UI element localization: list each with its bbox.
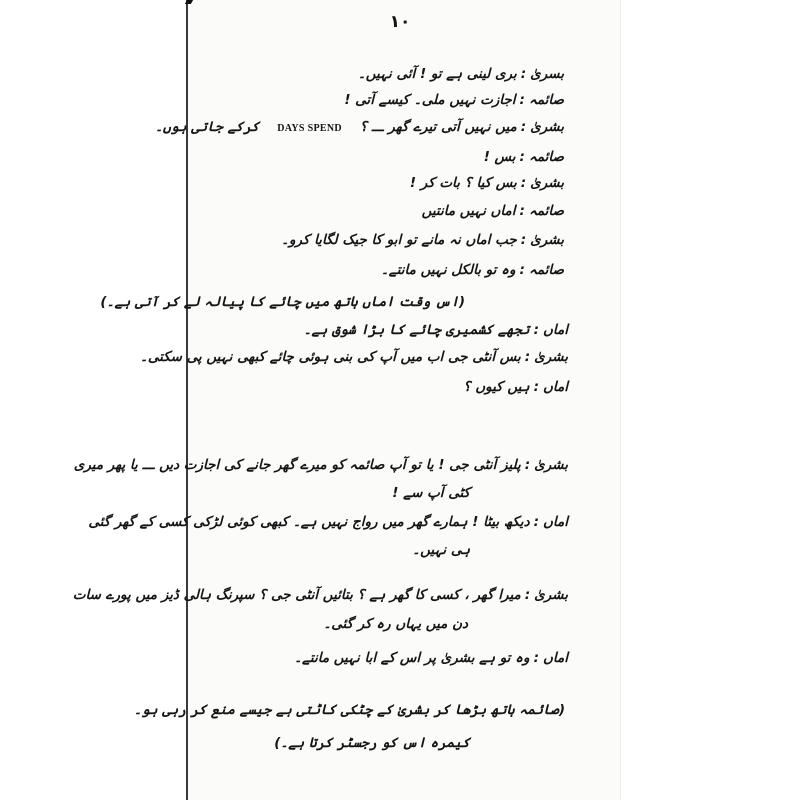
separator: : (524, 349, 531, 365)
dialogue-line (463, 377, 568, 397)
speaker-label: بشریٰ (534, 349, 568, 365)
dialogue-text: ہیں کیوں ؟ (463, 379, 530, 395)
separator: : (533, 322, 539, 338)
dialogue-text: میں نہیں آتی تیرے گھر ـــ ؟ (359, 119, 517, 135)
dialogue-text: تجھے کشمیری چائے کا بڑا شوق ہے۔ (303, 322, 530, 338)
dialogue-text: دیکھ بیٹا ! ہمارے گھر میں رواج نہیں ہے۔ کبھی کوئی لڑکی کسی کے گھر گئی (88, 514, 530, 530)
speaker-label: بشریٰ (534, 457, 568, 473)
separator: : (519, 92, 525, 108)
speaker-label: صائمہ (528, 149, 564, 165)
dialogue-text: وہ تو ہے بشریٰ پر اس کے ابا نہیں مانتے۔ (294, 650, 530, 666)
dialogue-line (281, 230, 564, 250)
dialogue-continuation: دن میں یہاں رہ کر گئی۔ (323, 616, 468, 632)
dialogue-continuation: ہی نہیں۔ (412, 542, 470, 558)
dialogue-text: بس آنٹی جی اب میں آپ کی بنی ہوئی چائے کبھی نہیں پی سکتی۔ (139, 349, 521, 365)
speaker-label: بشریٰ (534, 587, 568, 603)
dialogue-line (304, 320, 568, 340)
dialogue-line (410, 173, 564, 193)
dialogue-line (294, 648, 568, 668)
speaker-label: صائمہ (528, 203, 564, 219)
speaker-label: اماں (542, 379, 568, 395)
dialogue-line (140, 347, 568, 367)
separator: : (519, 262, 525, 278)
dialogue-text: وہ تو بالکل نہیں مانتے۔ (380, 262, 516, 278)
dialogue-line (422, 201, 564, 221)
dialogue-line (74, 455, 568, 475)
dialogue-line (358, 64, 564, 84)
dialogue-text: جب اماں نہ مانے تو ابو کا جیک لگایا کرو۔ (281, 232, 517, 248)
separator: : (533, 650, 539, 666)
dialogue-text: اماں نہیں مانتیں (421, 203, 516, 219)
separator: : (524, 457, 531, 473)
separator: : (533, 514, 539, 530)
stage-direction: (اس وقت اماں ہاتھ میں چائے کا پیالہ لے کر آتی ہے۔) (100, 294, 465, 310)
dialogue-text: بس ! (483, 149, 516, 165)
speaker-label: صائمہ (528, 92, 564, 108)
dialogue-text: بری لینی ہے تو ! آئی نہیں۔ (357, 66, 517, 82)
dialogue-text: بس کیا ؟ بات کر ! (409, 175, 517, 191)
speaker-label: بشریٰ (530, 232, 564, 248)
speaker-label: اماں (542, 514, 568, 530)
dialogue-line (381, 260, 564, 280)
dialogue-continuation: کٹی آپ سے ! (392, 485, 470, 501)
dialogue-line (344, 90, 564, 110)
separator: : (519, 149, 525, 165)
speaker-label: بشریٰ (530, 119, 564, 135)
dialogue-text: پلیز آنٹی جی ! یا تو آپ صائمہ کو میرے گھر جانے کی اجازت دیں ـــ یا پھر میری (73, 457, 521, 473)
speaker-label: اماں (542, 650, 568, 666)
separator: : (524, 587, 531, 603)
dialogue-text: میرا گھر ، کسی کا گھر ہے ؟ بتائیں آنٹی جی ؟ سپرنگ ہالی ڈیز میں پورے سات (72, 587, 521, 603)
separator: : (520, 175, 527, 191)
dialogue-text: کرکے جاتی ہوں۔ (154, 119, 260, 135)
separator: : (520, 232, 527, 248)
speaker-label: بسریٰ (530, 66, 564, 82)
separator: : (520, 66, 527, 82)
speaker-label: اماں (542, 322, 568, 338)
dialogue-line (484, 147, 564, 167)
speaker-label: بشریٰ (530, 175, 564, 191)
dialogue-line (88, 512, 568, 532)
separator: : (520, 119, 527, 135)
english-phrase: DAYS SPEND (277, 123, 342, 134)
separator: : (533, 379, 539, 395)
speaker-label: صائمہ (528, 262, 564, 278)
dialogue-text: اجازت نہیں ملی۔ کیسے آتی ! (344, 92, 516, 108)
separator: : (519, 203, 525, 219)
stage-direction: (صائمہ ہاتھ بڑھا کر بشریٰ کے چٹکی کاٹتی ہے جیسے منع کر رہی ہو۔ (133, 702, 565, 718)
dialogue-line (155, 117, 564, 139)
stage-direction-continuation: کیمرہ اس کو رجسٹر کرتا ہے۔) (274, 735, 470, 751)
page-number: ۱۰ (389, 12, 411, 32)
dialogue-line (73, 585, 568, 605)
